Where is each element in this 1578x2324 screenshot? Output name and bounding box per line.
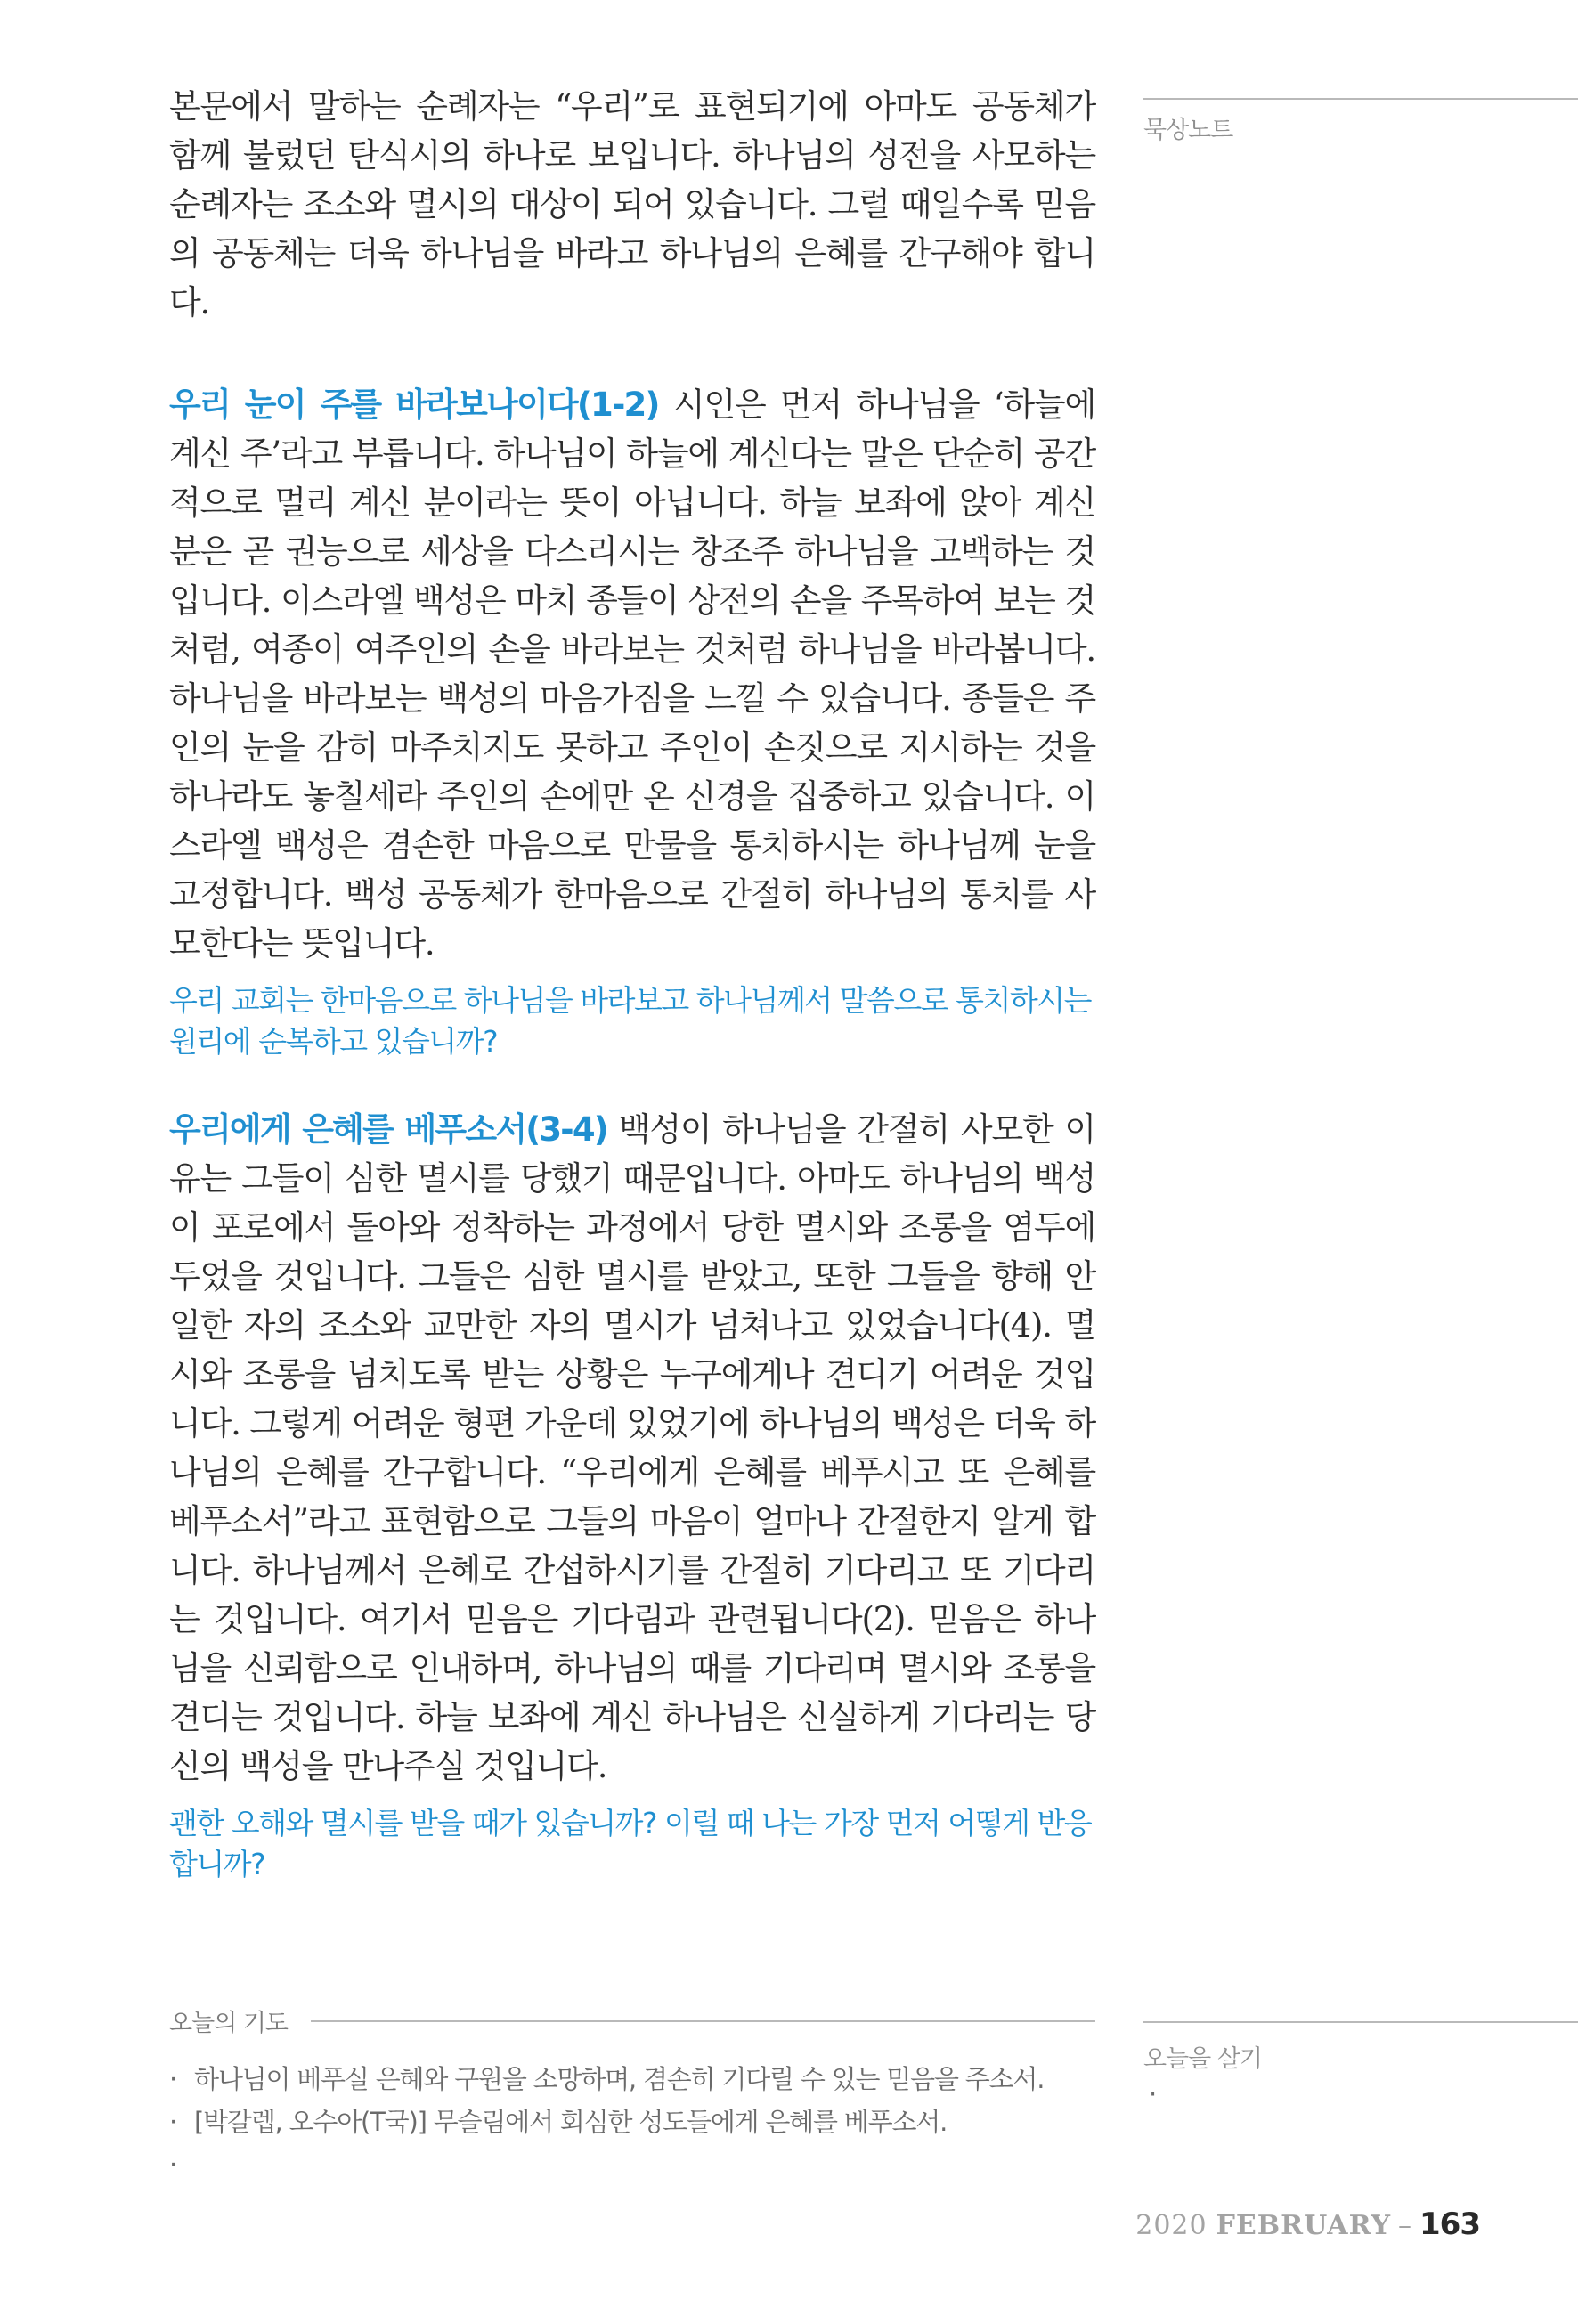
prayer-item-text: [박갈렙, 오수아(T국)] 무슬림에서 회심한 성도들에게 은혜를 베푸소서.	[194, 2107, 948, 2137]
notes-rule	[1143, 98, 1578, 100]
section-2-body: 백성이 하나님을 간절히 사모한 이유는 그들이 심한 멸시를 당했기 때문입니다. 아마도 하나님의 백성이 포로에서 돌아와 정착하는 과정에서 당한 멸시와 조롱을 염두에 두었을 것입니다. 그들은 심한 멸시를 받았고, 또한 그들을 향해 안일한 자의 조소와 교만한 자의 멸시가 넘쳐나고 있었습니다(4). 멸시와 조롱을 넘치도록 받는 상황은 누구에게나 견디기 어려운 것입니다. 그렇게 어려운 형편 가운데 있었기에 하나님의 백성은 더욱 하나님의 은혜를 간구합니다. “우리에게 은혜를 베푸시고 또 은혜를 베푸소서”라고 표현함으로 그들의 마음이 얼마나 간절한지 알게 합니다. 하나님께서 은혜로 간섭하시기를 간절히 기다리고 또 기다리는 것입니다. 여기서 믿음은 기다림과 관련됩니다(2). 믿음은 하나님을 신뢰함으로 인내하며, 하나님의 때를 기다리며 멸시와 조롱을 견디는 것입니다. 하늘 보좌에 계신 하나님은 신실하게 기다리는 당신의 백성을 만나주실 것입니다.	[169, 1110, 1095, 1785]
live-rule	[1143, 2021, 1578, 2023]
main-text	[169, 82, 1095, 1885]
section-1-heading: 우리 눈이 주를 바라보나이다(1-2)	[169, 386, 659, 424]
intro-paragraph: 본문에서 말하는 순례자는 “우리”로 표현되기에 아마도 공동체가 함께 불렀던 탄식시의 하나로 보입니다. 하나님의 성전을 사모하는 순례자는 조소와 멸시의 대상이 되어 있습니다. 그럴 때일수록 믿음의 공동체는 더욱 하나님을 바라고 하나님의 은혜를 간구해야 합니다.	[169, 87, 1095, 321]
prayer-item-text: 하나님이 베푸실 은혜와 구원을 소망하며, 겸손히 기다릴 수 있는 믿음을 주소서.	[194, 2064, 1045, 2094]
section-2-heading: 우리에게 은혜를 베푸소서(3-4)	[169, 1110, 607, 1149]
section-1-paragraph	[169, 380, 1095, 968]
live-bullet: ·	[1149, 2079, 1158, 2109]
footer-month: FEBRUARY	[1216, 2210, 1392, 2241]
bullet-dot: ·	[169, 2107, 177, 2137]
page-number: 163	[1419, 2206, 1480, 2242]
prayer-header	[169, 2003, 1095, 2038]
section-1-body: 시인은 먼저 하나님을 ‘하늘에 계신 주’라고 부릅니다. 하나님이 하늘에 계신다는 말은 단순히 공간적으로 멀리 계신 분이라는 뜻이 아닙니다. 하늘 보좌에 앉아 계신 분은 곧 권능으로 세상을 다스리시는 창조주 하나님을 고백하는 것입니다. 이스라엘 백성은 마치 종들이 상전의 손을 주목하여 보는 것처럼, 여종이 여주인의 손을 바라보는 것처럼 하나님을 바라봅니다. 하나님을 바라보는 백성의 마음가짐을 느낄 수 있습니다. 종들은 주인의 눈을 감히 마주치지도 못하고 주인이 손짓으로 지시하는 것을 하나라도 놓칠세라 주인의 손에만 온 신경을 집중하고 있습니다. 이스라엘 백성은 겸손한 마음으로 만물을 통치하시는 하나님께 눈을 고정합니다. 백성 공동체가 한마음으로 간절히 하나님의 통치를 사모한다는 뜻입니다.	[169, 386, 1095, 963]
prayer-item	[169, 2143, 1095, 2186]
footer-year: 2020	[1135, 2210, 1208, 2241]
prayer-title: 오늘의 기도	[169, 2010, 288, 2037]
bullet-dot: ·	[169, 2149, 177, 2180]
prayer-list	[169, 2058, 1095, 2186]
prayer-item	[169, 2058, 1095, 2101]
page-footer	[1135, 2206, 1480, 2242]
prayer-rule	[311, 2020, 1095, 2022]
section-1-question: 우리 교회는 한마음으로 하나님을 바라보고 하나님께서 말씀으로 통치하시는 원리에 순복하고 있습니까?	[169, 983, 1092, 1059]
section-2-paragraph	[169, 1105, 1095, 1791]
section-2-question: 괜한 오해와 멸시를 받을 때가 있습니까? 이럴 때 나는 가장 먼저 어떻게 반응합니까?	[169, 1806, 1092, 1881]
prayer-section	[169, 2003, 1095, 2186]
notes-label: 묵상노트	[1143, 117, 1233, 144]
footer-dash: –	[1398, 2210, 1413, 2241]
live-label: 오늘을 살기	[1143, 2045, 1262, 2073]
bullet-dot: ·	[169, 2064, 177, 2094]
prayer-item	[169, 2101, 1095, 2143]
